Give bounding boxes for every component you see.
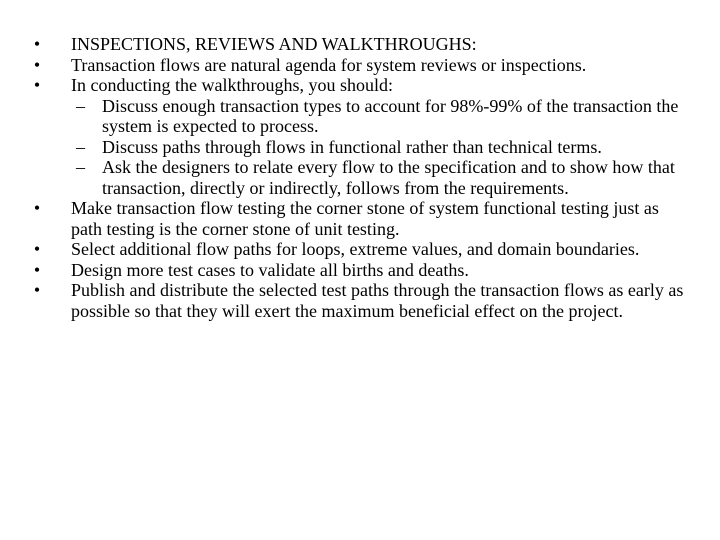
dash-icon: – <box>76 136 85 157</box>
list-item-text: Transaction flows are natural agenda for system reviews or inspections. <box>71 54 587 75</box>
sub-list-item <box>27 137 687 158</box>
bullet-icon: • <box>33 259 41 280</box>
bullet-icon: • <box>33 239 41 259</box>
sub-list-item <box>27 157 687 198</box>
bullet-icon: • <box>33 34 41 54</box>
list-item-text: Select additional flow paths for loops, extreme values, and domain boundaries. <box>71 239 640 259</box>
list-item <box>27 260 687 281</box>
dash-icon: – <box>76 95 85 116</box>
bullet-list <box>27 34 687 321</box>
list-item <box>27 239 687 260</box>
list-item <box>27 280 687 321</box>
sub-list-item-text: Discuss paths through flows in functional rather than technical terms. <box>102 136 602 157</box>
sub-list-item <box>27 96 687 137</box>
bullet-icon: • <box>33 75 41 95</box>
list-item-text: Make transaction flow testing the corner stone of system functional testing just as path testing is the corner stone of unit testing. <box>71 198 659 239</box>
dash-icon: – <box>76 157 85 177</box>
list-item <box>27 75 687 96</box>
bullet-icon: • <box>33 54 41 75</box>
sub-list-item-text: Ask the designers to relate every flow to the specification and to show how that transaction, directly or indirectly, follows from the requirements. <box>102 157 675 198</box>
list-item <box>27 198 687 239</box>
list-item-text: In conducting the walkthroughs, you should: <box>71 75 393 95</box>
sub-list-item-text: Discuss enough transaction types to account for 98%-99% of the transaction the system is expected to process. <box>102 95 679 136</box>
bullet-icon: • <box>33 198 41 218</box>
list-item-text: Design more test cases to validate all births and deaths. <box>71 259 469 280</box>
list-item-text: Publish and distribute the selected test paths through the transaction flows as early as possible so that they will exert the maximum beneficial effect on the project. <box>71 280 684 321</box>
list-item <box>27 34 687 55</box>
list-item <box>27 55 687 76</box>
section-heading: INSPECTIONS, REVIEWS AND WALKTHROUGHS: <box>71 34 477 54</box>
bullet-icon: • <box>33 280 41 300</box>
